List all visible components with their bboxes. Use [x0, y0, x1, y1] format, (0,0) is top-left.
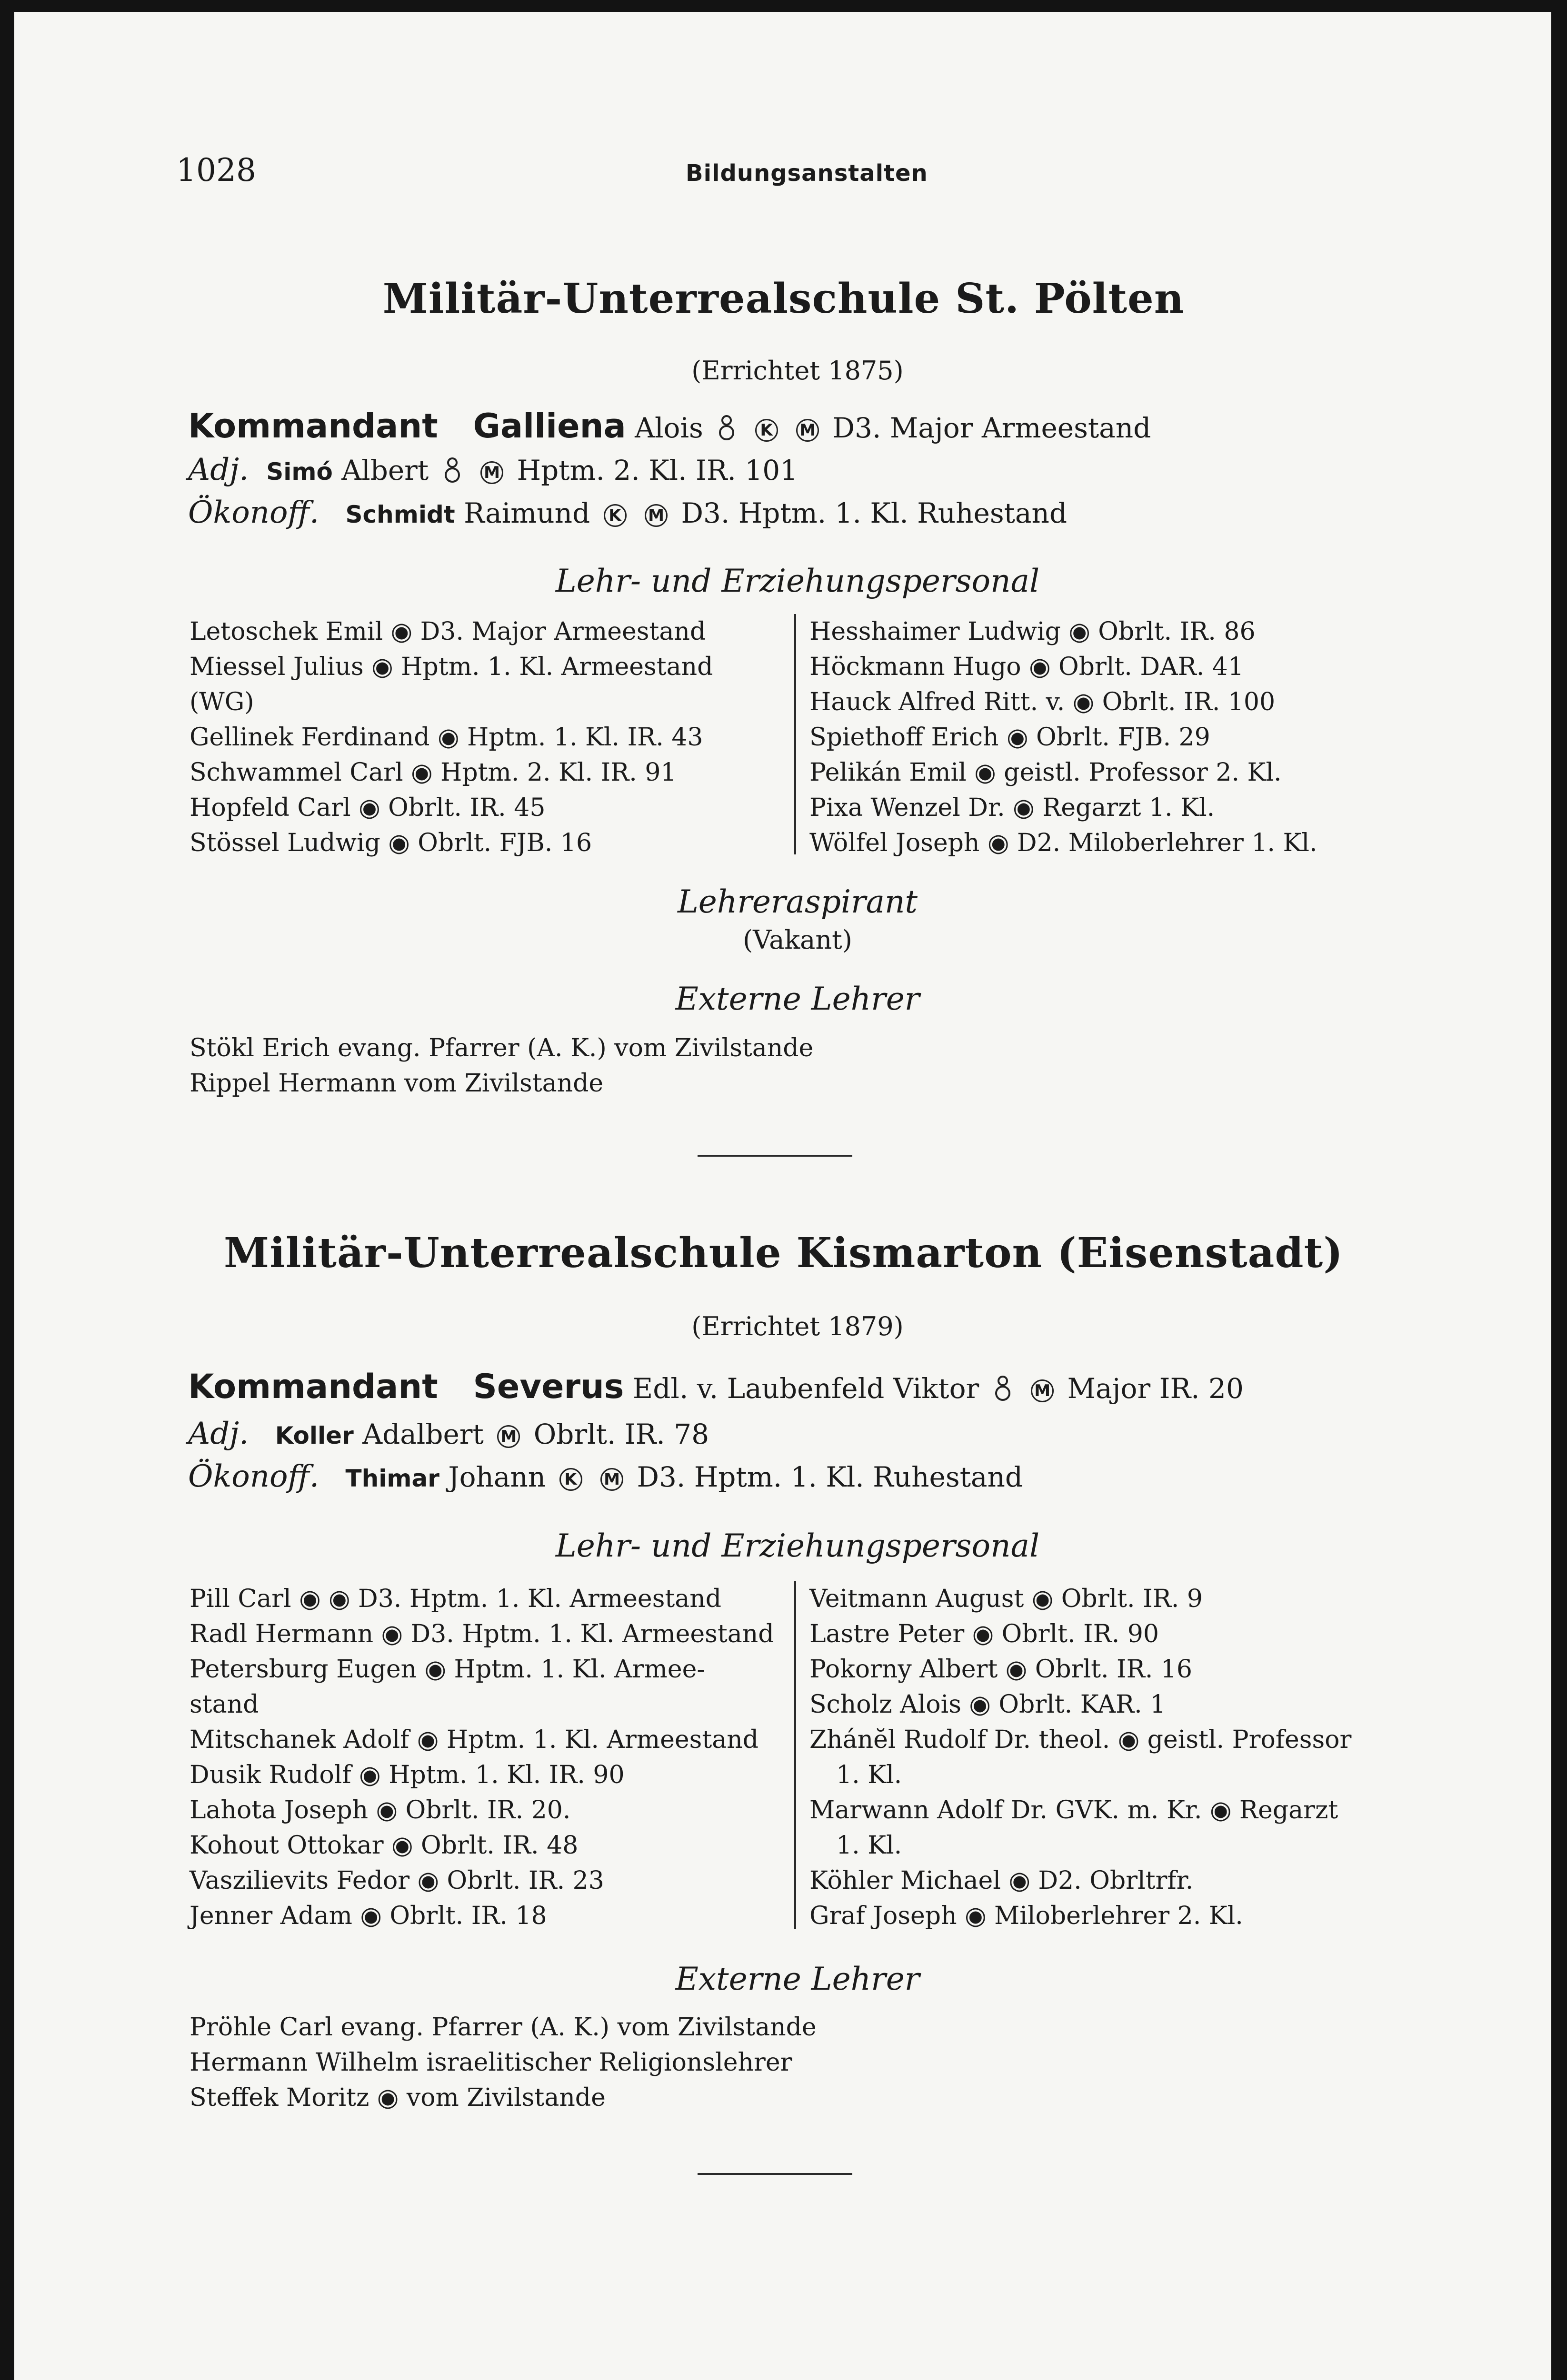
external-teacher: Hermann Wilhelm israelitischer Religionslehrer	[190, 2048, 792, 2077]
section-1-title: Militär-Unterrealschule St. Pölten	[382, 275, 1185, 323]
staff-entry: Letoschek Emil ◉ D3. Major Armeestand	[190, 617, 706, 646]
k-medal-icon: K	[604, 504, 627, 527]
staff-entry: Hesshaimer Ludwig ◉ Obrlt. IR. 86	[809, 617, 1256, 646]
staff-entry: 1. Kl.	[836, 1761, 902, 1789]
staff-entry: Hopfeld Carl ◉ Obrlt. IR. 45	[190, 793, 546, 822]
section-2-staff-heading: Lehr- und Erziehungspersonal	[555, 1527, 1040, 1564]
staff-entry: Hauck Alfred Ritt. v. ◉ Obrlt. IR. 100	[809, 688, 1276, 716]
m-medal-icon: M	[796, 419, 819, 442]
m-medal-icon: M	[645, 504, 668, 527]
external-teacher: Rippel Hermann vom Zivilstande	[190, 1069, 604, 1098]
section-1-kommandant: Kommandant Galliena Alois K M D3. Major Armeestand	[188, 407, 1151, 446]
staff-entry: Dusik Rudolf ◉ Hptm. 1. Kl. IR. 90	[190, 1761, 625, 1789]
section-2-founded: (Errichtet 1879)	[691, 1311, 904, 1341]
staff-entry: Zhánĕl Rudolf Dr. theol. ◉ geistl. Professor	[809, 1726, 1352, 1754]
staff-entry: Jenner Adam ◉ Obrlt. IR. 18	[190, 1902, 547, 1930]
m-medal-icon: M	[480, 461, 503, 484]
section-2-external-heading: Externe Lehrer	[675, 1961, 920, 1997]
section-1-staff-left	[190, 614, 713, 861]
staff-entry: Wölfel Joseph ◉ D2. Miloberlehrer 1. Kl.	[809, 829, 1317, 857]
staff-entry: Schwammel Carl ◉ Hptm. 2. Kl. IR. 91	[190, 758, 677, 787]
section-2-kommandant: Kommandant Severus Edl. v. Laubenfeld Viktor M Major IR. 20	[188, 1367, 1244, 1406]
staff-entry: Mitschanek Adolf ◉ Hptm. 1. Kl. Armeestand	[190, 1726, 759, 1754]
section-1-aspirant-text: (Vakant)	[743, 925, 852, 955]
staff-entry: Pill Carl ◉ ◉ D3. Hptm. 1. Kl. Armeestand	[190, 1585, 722, 1613]
staff-entry: Höckmann Hugo ◉ Obrlt. DAR. 41	[809, 653, 1244, 681]
page-number: 1028	[176, 152, 256, 188]
staff-entry: Miessel Julius ◉ Hptm. 1. Kl. Armeestand	[190, 653, 713, 681]
staff-entry: Petersburg Eugen ◉ Hptm. 1. Kl. Armee-	[190, 1655, 705, 1684]
staff-entry: Vaszilievits Fedor ◉ Obrlt. IR. 23	[190, 1866, 604, 1895]
staff-entry: Pelikán Emil ◉ geistl. Professor 2. Kl.	[809, 758, 1282, 787]
section-separator	[698, 1155, 852, 1157]
staff-entry: Scholz Alois ◉ Obrlt. KAR. 1	[809, 1690, 1166, 1719]
section-1-staff-right	[809, 614, 1317, 861]
staff-entry: 1. Kl.	[836, 1831, 902, 1860]
order-medal-icon	[719, 415, 735, 446]
staff-entry: Köhler Michael ◉ D2. Obrltrfr.	[809, 1866, 1194, 1895]
running-head: Bildungsanstalten	[686, 160, 928, 187]
section-2-external-list	[190, 2010, 817, 2115]
section-1-external-list	[190, 1031, 813, 1101]
section-2-adjutant: Adj. Koller Adalbert M Obrlt. IR. 78	[188, 1416, 709, 1451]
staff-entry: Pokorny Albert ◉ Obrlt. IR. 16	[809, 1655, 1192, 1684]
staff-entry: Graf Joseph ◉ Miloberlehrer 2. Kl.	[809, 1902, 1243, 1930]
section-2-staff-left	[190, 1581, 774, 1934]
k-medal-icon: K	[755, 419, 778, 442]
staff-entry: Kohout Ottokar ◉ Obrlt. IR. 48	[190, 1831, 579, 1860]
staff-entry: (WG)	[190, 688, 254, 716]
order-medal-icon	[444, 457, 460, 488]
section-1-staff-heading: Lehr- und Erziehungspersonal	[555, 563, 1040, 599]
staff-entry: Spiethoff Erich ◉ Obrlt. FJB. 29	[809, 723, 1210, 752]
section-2-title: Militär-Unterrealschule Kismarton (Eisenstadt)	[224, 1229, 1343, 1277]
section-separator	[698, 2173, 852, 2175]
external-teacher: Pröhle Carl evang. Pfarrer (A. K.) vom Zivilstande	[190, 2013, 817, 2042]
section-1-aspirant-heading: Lehreraspirant	[677, 883, 918, 920]
staff-entry: Gellinek Ferdinand ◉ Hptm. 1. Kl. IR. 43	[190, 723, 703, 752]
section-1-adjutant: Adj. Simó Albert M Hptm. 2. Kl. IR. 101	[188, 452, 798, 487]
k-medal-icon: K	[559, 1468, 582, 1491]
external-teacher: Stökl Erich evang. Pfarrer (A. K.) vom Zivilstande	[190, 1034, 814, 1062]
column-divider	[794, 1581, 796, 1929]
order-medal-icon	[995, 1375, 1011, 1406]
m-medal-icon: M	[1031, 1379, 1054, 1402]
section-2-oekonom: Ökonoff. Thimar Johann K M D3. Hptm. 1. Kl. Ruhestand	[188, 1459, 1023, 1494]
staff-entry: Veitmann August ◉ Obrlt. IR. 9	[809, 1585, 1203, 1613]
staff-entry: Marwann Adolf Dr. GVK. m. Kr. ◉ Regarzt	[809, 1796, 1338, 1825]
staff-entry: Lastre Peter ◉ Obrlt. IR. 90	[809, 1620, 1159, 1648]
section-1-founded: (Errichtet 1875)	[691, 356, 904, 386]
section-2-staff-right	[809, 1581, 1351, 1934]
staff-entry: Radl Hermann ◉ D3. Hptm. 1. Kl. Armeestand	[190, 1620, 774, 1648]
staff-entry: Stössel Ludwig ◉ Obrlt. FJB. 16	[190, 829, 592, 857]
staff-entry: Pixa Wenzel Dr. ◉ Regarzt 1. Kl.	[809, 793, 1215, 822]
m-medal-icon: M	[497, 1425, 520, 1448]
external-teacher: Steffek Moritz ◉ vom Zivilstande	[190, 2083, 606, 2112]
m-medal-icon: M	[600, 1468, 623, 1491]
section-1-oekonom: Ökonoff. Schmidt Raimund K M D3. Hptm. 1. Kl. Ruhestand	[188, 495, 1067, 530]
staff-entry: Lahota Joseph ◉ Obrlt. IR. 20.	[190, 1796, 571, 1825]
column-divider	[794, 614, 796, 854]
section-1-external-heading: Externe Lehrer	[675, 981, 920, 1017]
staff-entry: stand	[190, 1690, 259, 1719]
